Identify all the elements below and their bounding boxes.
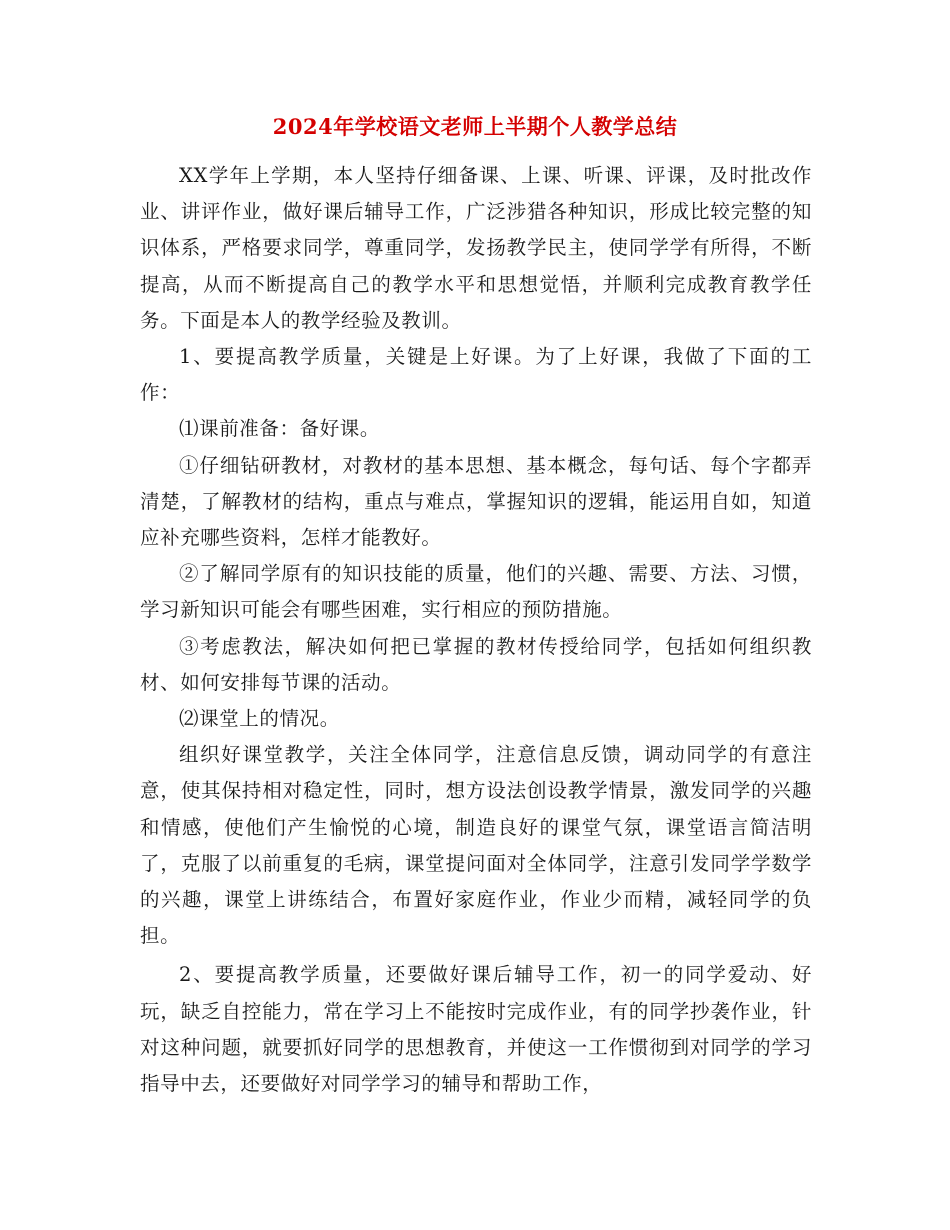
paragraph-section-2: 2、要提高教学质量，还要做好课后辅导工作，初一的同学爱动、好玩，缺乏自控能力，常在学习上不能按时完成作业，有的同学抄袭作业，针对这种问题，就要抓好同学的思想教育，并使这一工作惯彻到对同学的学习指导中去，还要做好对同学学习的辅导和帮助工作， [140, 963, 812, 1096]
document-body [140, 158, 812, 1102]
paragraph-section-1: 1、要提高教学质量，关键是上好课。为了上好课，我做了下面的工作： [140, 345, 812, 405]
paragraph-classroom: 组织好课堂教学，关注全体同学，注意信息反馈，调动同学的有意注意，使其保持相对稳定性，同时，想方设法创设教学情景，激发同学的兴趣和情感，使他们产生愉悦的心境，制造良好的课堂气氛，课堂语言简洁明了，克服了以前重复的毛病，课堂提问面对全体同学，注意引发同学学数学的兴趣，课堂上讲练结合，布置好家庭作业，作业少而精，减轻同学的负担。 [140, 743, 812, 948]
paragraph-item-1: ①仔细钻研教材，对教材的基本思想、基本概念，每句话、每个字都弄清楚，了解教材的结构，重点与难点，掌握知识的逻辑，能运用自如，知道应补充哪些资料，怎样才能教好。 [140, 453, 812, 550]
paragraph-intro: XX学年上学期，本人坚持仔细备课、上课、听课、评课，及时批改作业、讲评作业，做好课后辅导工作，广泛涉猎各种知识，形成比较完整的知识体系，严格要求同学，尊重同学，发扬教学民主，使同学学有所得，不断提高，从而不断提高自己的教学水平和思想觉悟，并顺利完成教育教学任务。下面是本人的教学经验及教训。 [140, 164, 812, 332]
paragraph-subsection-1: ⑴课前准备：备好课。 [179, 417, 381, 441]
paragraph-item-3: ③考虑教法，解决如何把已掌握的教材传授给同学，包括如何组织教材、如何安排每节课的活动。 [140, 634, 812, 694]
paragraph-subsection-2: ⑵课堂上的情况。 [179, 707, 340, 731]
paragraph-item-2: ②了解同学原有的知识技能的质量，他们的兴趣、需要、方法、习惯，学习新知识可能会有哪些困难，实行相应的预防措施。 [140, 562, 812, 622]
document-title: 2024年学校语文老师上半期个人教学总结 [272, 114, 678, 139]
